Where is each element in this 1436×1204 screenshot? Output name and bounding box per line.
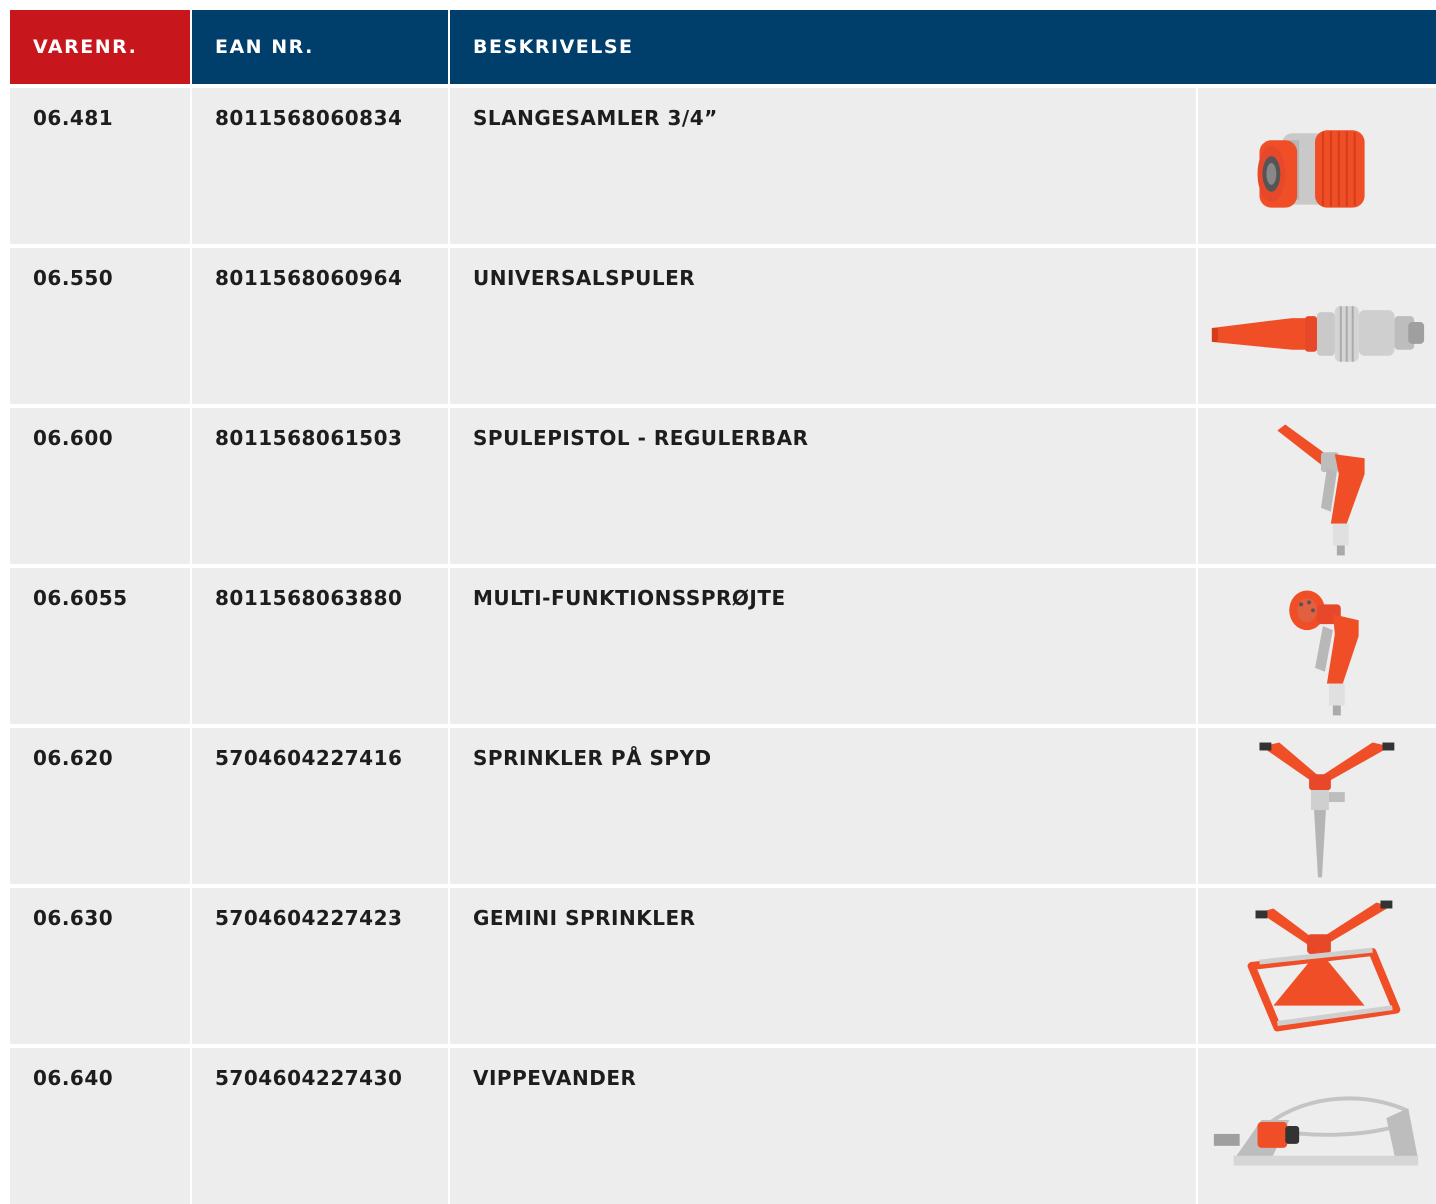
cell-image: [1198, 728, 1436, 884]
cell-image: [1198, 568, 1436, 724]
table-row: [10, 728, 1436, 884]
multi-spray-gun-image: [1198, 568, 1436, 724]
cell-ean: 8011568060964: [215, 266, 403, 290]
cell-varenr: 06.620: [33, 746, 114, 770]
hose-connector-image: [1198, 88, 1436, 244]
cell-ean: 5704604227423: [215, 906, 403, 930]
header-ean: EAN NR.: [192, 10, 448, 84]
table-row: [10, 248, 1436, 404]
sled-sprinkler-image: [1198, 888, 1436, 1044]
spike-sprinkler-image: [1198, 728, 1436, 884]
cell-varenr: 06.481: [33, 106, 114, 130]
cell-ean: 5704604227430: [215, 1066, 403, 1090]
spray-nozzle-image: [1198, 248, 1436, 404]
cell-varenr: 06.6055: [33, 586, 128, 610]
cell-image: [1198, 408, 1436, 564]
cell-varenr: 06.600: [33, 426, 114, 450]
table-row: [10, 408, 1436, 564]
cell-ean: 5704604227416: [215, 746, 403, 770]
table-row: [10, 1048, 1436, 1204]
cell-beskrivelse: SPRINKLER PÅ SPYD: [473, 746, 712, 770]
cell-beskrivelse: GEMINI SPRINKLER: [473, 906, 696, 930]
cell-beskrivelse: UNIVERSALSPULER: [473, 266, 696, 290]
cell-ean: 8011568063880: [215, 586, 403, 610]
product-table: [10, 10, 1436, 1204]
cell-beskrivelse: MULTI-FUNKTIONSSPRØJTE: [473, 586, 786, 610]
cell-image: [1198, 1048, 1436, 1204]
spray-pistol-image: [1198, 408, 1436, 564]
cell-ean: 8011568061503: [215, 426, 403, 450]
oscillating-sprinkler-image: [1198, 1048, 1436, 1204]
header-beskrivelse: BESKRIVELSE: [450, 10, 1436, 84]
cell-beskrivelse: VIPPEVANDER: [473, 1066, 637, 1090]
header-varenr: VARENR.: [10, 10, 190, 84]
cell-image: [1198, 88, 1436, 244]
cell-varenr: 06.640: [33, 1066, 114, 1090]
table-row: [10, 888, 1436, 1044]
cell-image: [1198, 248, 1436, 404]
table-header: [10, 10, 1436, 84]
table-row: [10, 88, 1436, 244]
cell-ean: 8011568060834: [215, 106, 403, 130]
cell-image: [1198, 888, 1436, 1044]
table-row: [10, 568, 1436, 724]
cell-beskrivelse: SLANGESAMLER 3/4”: [473, 106, 718, 130]
cell-varenr: 06.550: [33, 266, 114, 290]
cell-beskrivelse: SPULEPISTOL - REGULERBAR: [473, 426, 809, 450]
cell-varenr: 06.630: [33, 906, 114, 930]
